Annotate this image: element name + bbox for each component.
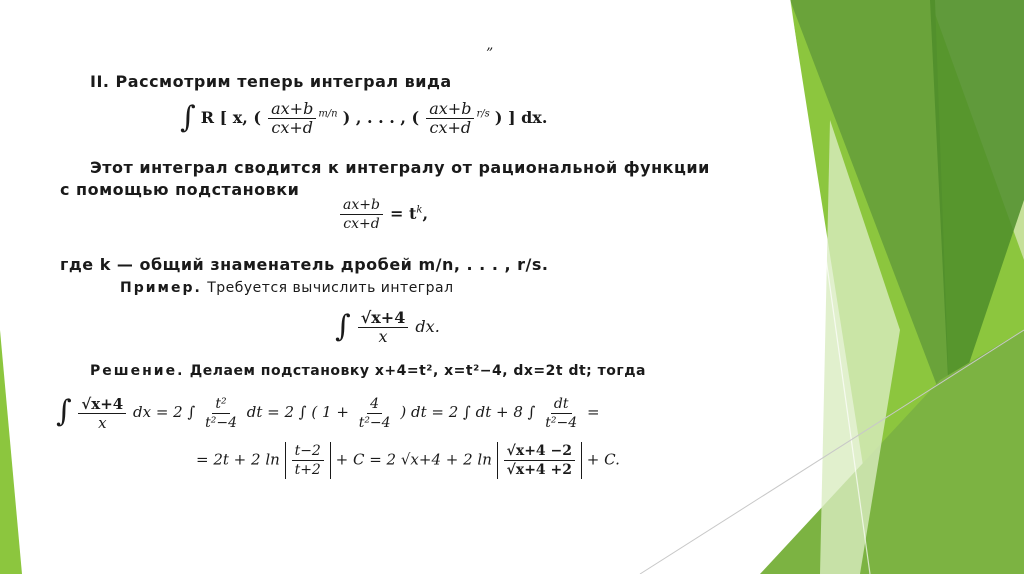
example-line	[120, 280, 454, 296]
solution-text: Делаем подстановку x+4=t², x=t²−4, dx=2t dt; тогда	[189, 363, 646, 379]
paragraph-1-line-1: Этот интеграл сводится к интегралу от рациональной функции	[90, 158, 710, 177]
example-integral: ∫ $\frac{√x+4}{x}$ dx.	[335, 308, 440, 346]
solution-equation-1: ∫ $\frac{√x+4}{x}$ dx = 2 ∫ $\frac{\text{t²}}{\text{t²−4}}$ dt = 2 ∫ ( 1 + $\frac{4}{\text{t²−4}}$ ) dt = 2 ∫ dt + 8 ∫ $\frac{dt}{\text{t²−4}}$ =	[56, 394, 600, 432]
solution-label: Решение.	[90, 363, 185, 379]
left-green-sliver	[0, 330, 22, 574]
stray-mark: ”	[486, 46, 494, 62]
example-label: Пример.	[120, 280, 202, 296]
example-text: Требуется вычислить интеграл	[207, 280, 454, 296]
heading-text: II. Рассмотрим теперь интеграл вида	[90, 72, 452, 91]
substitution-formula: $\frac{ax+b}{cx+d}$ = $t^k$,	[338, 196, 428, 233]
solution-line	[90, 363, 646, 379]
solution-equation-2: = 2t + 2 ln $\frac{t-2}{t+2}$ + C = 2 √x+4 + 2 ln $\frac{√x+4 -2}{√x+4 +2}$ + C.	[196, 443, 620, 478]
where-line: где k — общий знаменатель дробей m/n, . . . , r/s.	[60, 255, 549, 274]
paragraph-1-line-2: с помощью подстановки	[60, 180, 300, 199]
formula-1: ∫ R [ x, ( $\frac{ax+b}{cx+d}$ $^{m/n}$ ) , . . . , ( $\frac{ax+b}{cx+d}$ $^{r/s}$ ) ] dx.	[180, 99, 548, 137]
